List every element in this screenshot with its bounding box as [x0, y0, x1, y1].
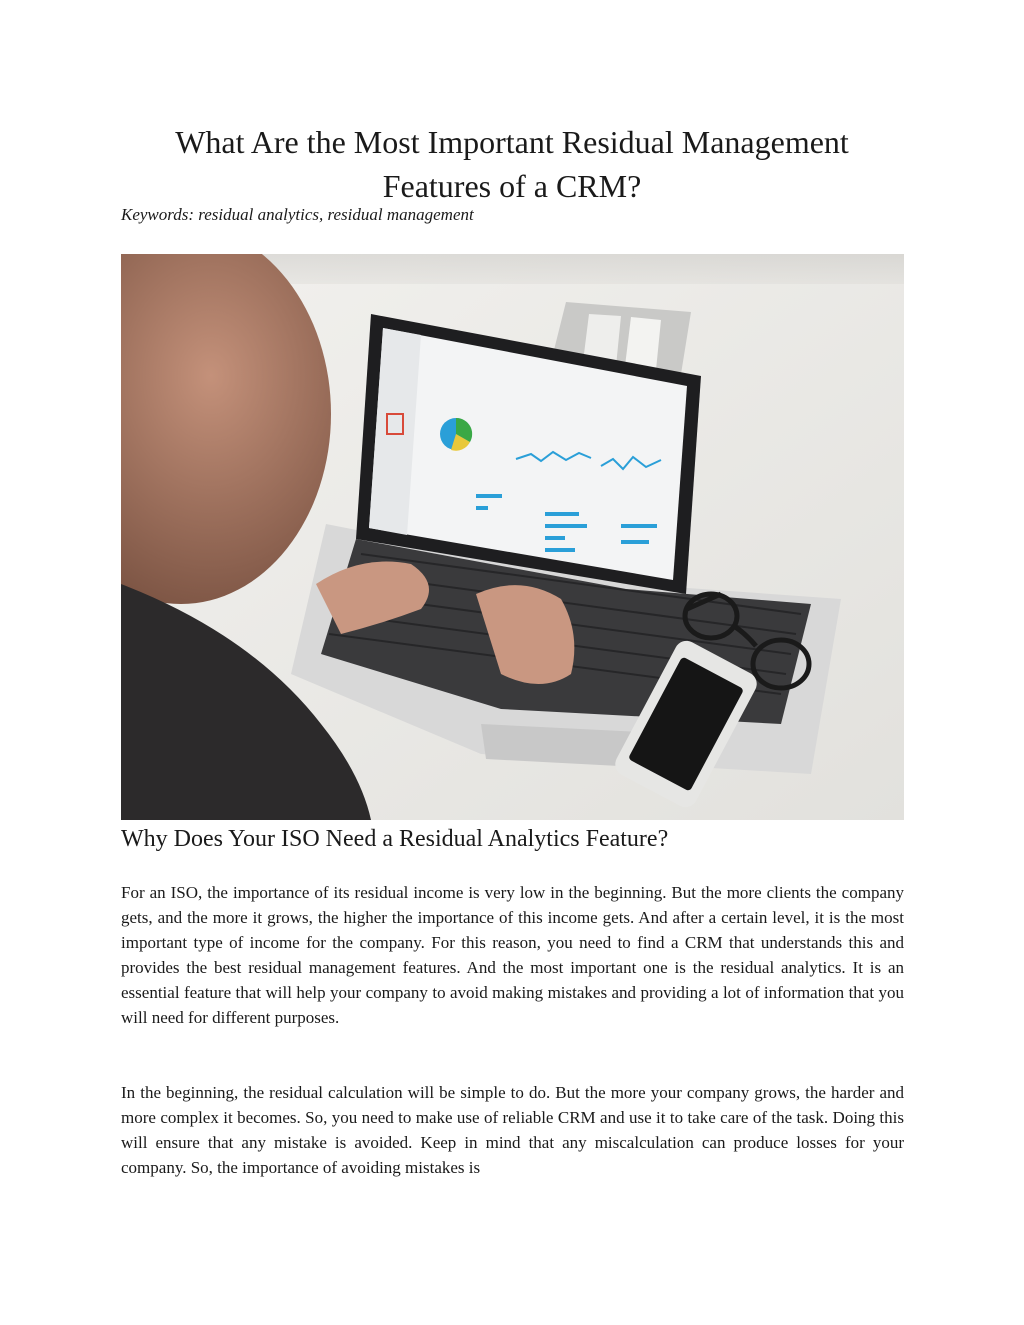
- body-paragraph: In the beginning, the residual calculation will be simple to do. But the more your company grows, the harder and more complex it becomes. So, you need to make use of reliable CRM and use it to take care of the task. Doing this will ensure that any mistake is avoided. Keep in mind that any miscalculation can produce losses for your company. So, the importance of avoiding mistakes is: [121, 1083, 904, 1177]
- keywords-line: Keywords: residual analytics, residual management: [121, 205, 474, 224]
- section-heading: Why Does Your ISO Need a Residual Analytics Feature?: [121, 826, 669, 852]
- body-paragraph: For an ISO, the importance of its residual income is very low in the beginning. But the more clients the company gets, and the more it grows, the higher the importance of this income gets. And after a certain level, it is the most important type of income for the company. For this reason, you need to find a CRM that understands this and provides the best residual management features. And the most important one is the residual analytics. It is an essential feature that will help your company to avoid making mistakes and providing a lot of information that you will need for different purposes.: [121, 883, 904, 1027]
- laptop-analytics-photo: [121, 254, 904, 820]
- photo-illustration: [121, 254, 904, 820]
- page-title: What Are the Most Important Residual Management Features of a CRM?: [175, 124, 849, 204]
